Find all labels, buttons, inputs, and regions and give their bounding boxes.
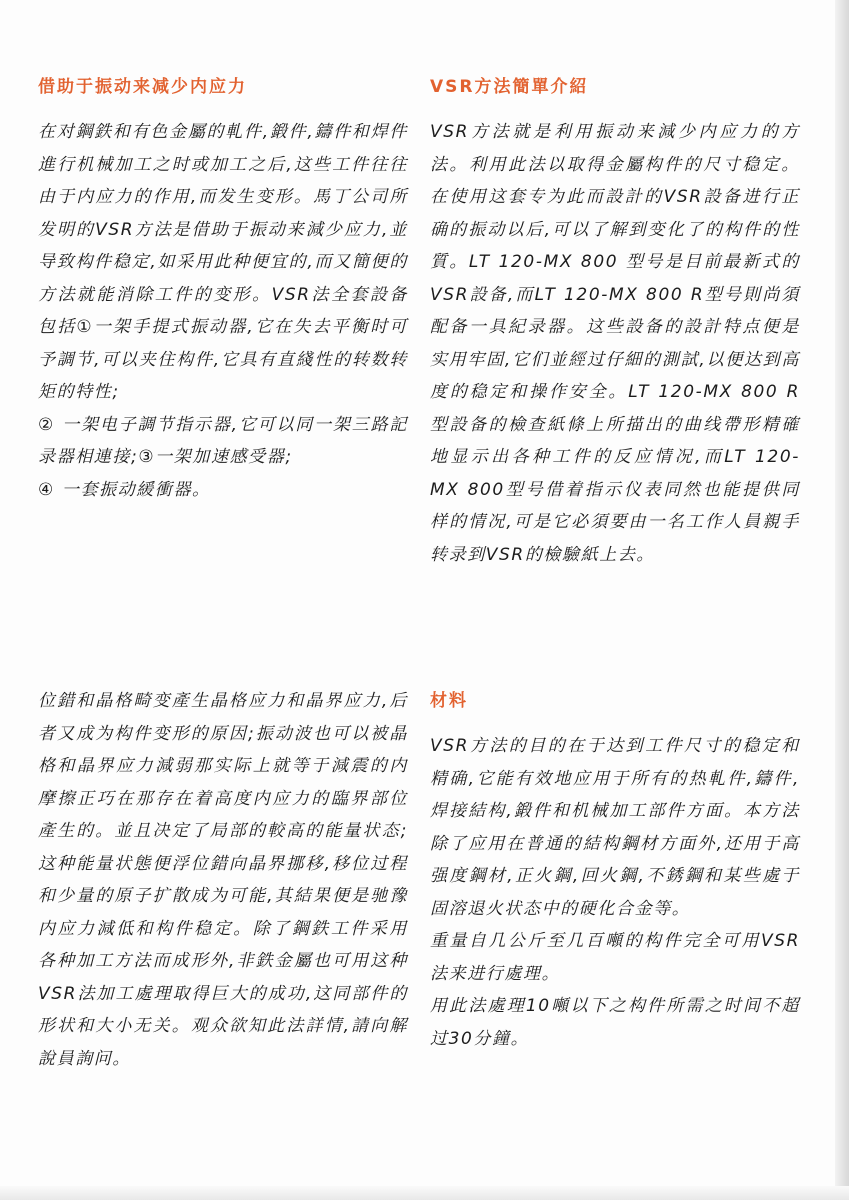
section-paragraph: VSR方法就是利用振动来減少内应力的方法。利用此法以取得金屬构件的尺寸稳定。在使用这套专为此而設計的VSR設备进行正确的振动以后,可以了解到变化了的构件的性質。LT 120-MX 800 型号是目前最新式的VSR設备,而LT 120-MX 800 R型号則尚須配备一具紀录器。这些設备的設計特点便是实用牢固,它们並經过仔細的測試,以便达到高度的稳定和操作安全。LT 120-MX 800 R型設备的檢查紙條上所描出的曲线帶形精確地显示出各种工件的反应情况,而LT 120-MX 800型号借着指示仪表同然也能提供同样的情况,可是它必須要由一名工作人員親手转录到VSR的檢驗紙上去。: [430, 122, 800, 565]
section-heading: 材料: [430, 691, 468, 711]
section-paragraph: 在对鋼鉄和有色金屬的軋件,鍛件,鑄件和焊件進行机械加工之时或加工之后,这些工件往往由于内应力的作用,而发生变形。馬丁公司所发明的VSR方法是借助于振动来減少应力,並导致构件稳定,如采用此种便宜的,而又簡便的方法就能消除工件的变形。VSR法全套設备包括①一架手提式振动器,它在失去平衡时可予調节,可以夹住构件,它具有直綫性的转数转矩的特性;: [38, 122, 408, 402]
section-paragraph: 用此法處理10噸以下之构件所需之时间不超过30分鐘。: [430, 996, 800, 1049]
section-paragraph: 重量自几公斤至几百噸的构件完全可用VSR法来进行處理。: [430, 931, 800, 984]
section-vibration-stress-relief: [38, 74, 408, 506]
section-paragraph: ④ 一套振动緩衝器。: [38, 479, 211, 500]
page-edge-shadow: [835, 0, 849, 1200]
section-dislocation-text: [38, 685, 408, 1075]
section-paragraph: ② 一架电子調节指示器,它可以同一架三路記录器相連接;③一架加速感受器;: [38, 414, 408, 467]
section-paragraph: VSR方法的目的在于达到工件尺寸的稳定和精确,它能有效地应用于所有的热軋件,鑄件,焊接結构,鍛件和机械加工部件方面。本方法除了应用在普通的結构鋼材方面外,还用于高强度鋼材,正火鋼,回火鋼,不銹鋼和某些處于固溶退火状态中的硬化合金等。: [430, 736, 800, 919]
page-bottom-edge: [0, 1186, 849, 1200]
section-heading: VSR方法簡單介紹: [430, 77, 589, 97]
section-heading: 借助于振动来减少内应力: [38, 77, 247, 97]
section-materials: [430, 688, 800, 1055]
section-vsr-introduction: [430, 74, 800, 571]
section-paragraph: 位錯和晶格畸变產生晶格应力和晶界应力,后者又成为构件变形的原因;振动波也可以被晶格和晶界应力減弱那实际上就等于減震的内摩擦正巧在那存在着高度内应力的臨界部位產生的。並且决定了局部的較高的能量状态;这种能量状態便浮位錯向晶界挪移,移位过程和少量的原子扩散成为可能,其結果便是驰豫内应力減低和构件稳定。除了鋼鉄工件采用各种加工方法而成形外,非鉄金屬也可用这种VSR法加工處理取得巨大的成功,这同部件的形状和大小无关。观众欲知此法詳情,請向解說員詢问。: [38, 691, 408, 1069]
